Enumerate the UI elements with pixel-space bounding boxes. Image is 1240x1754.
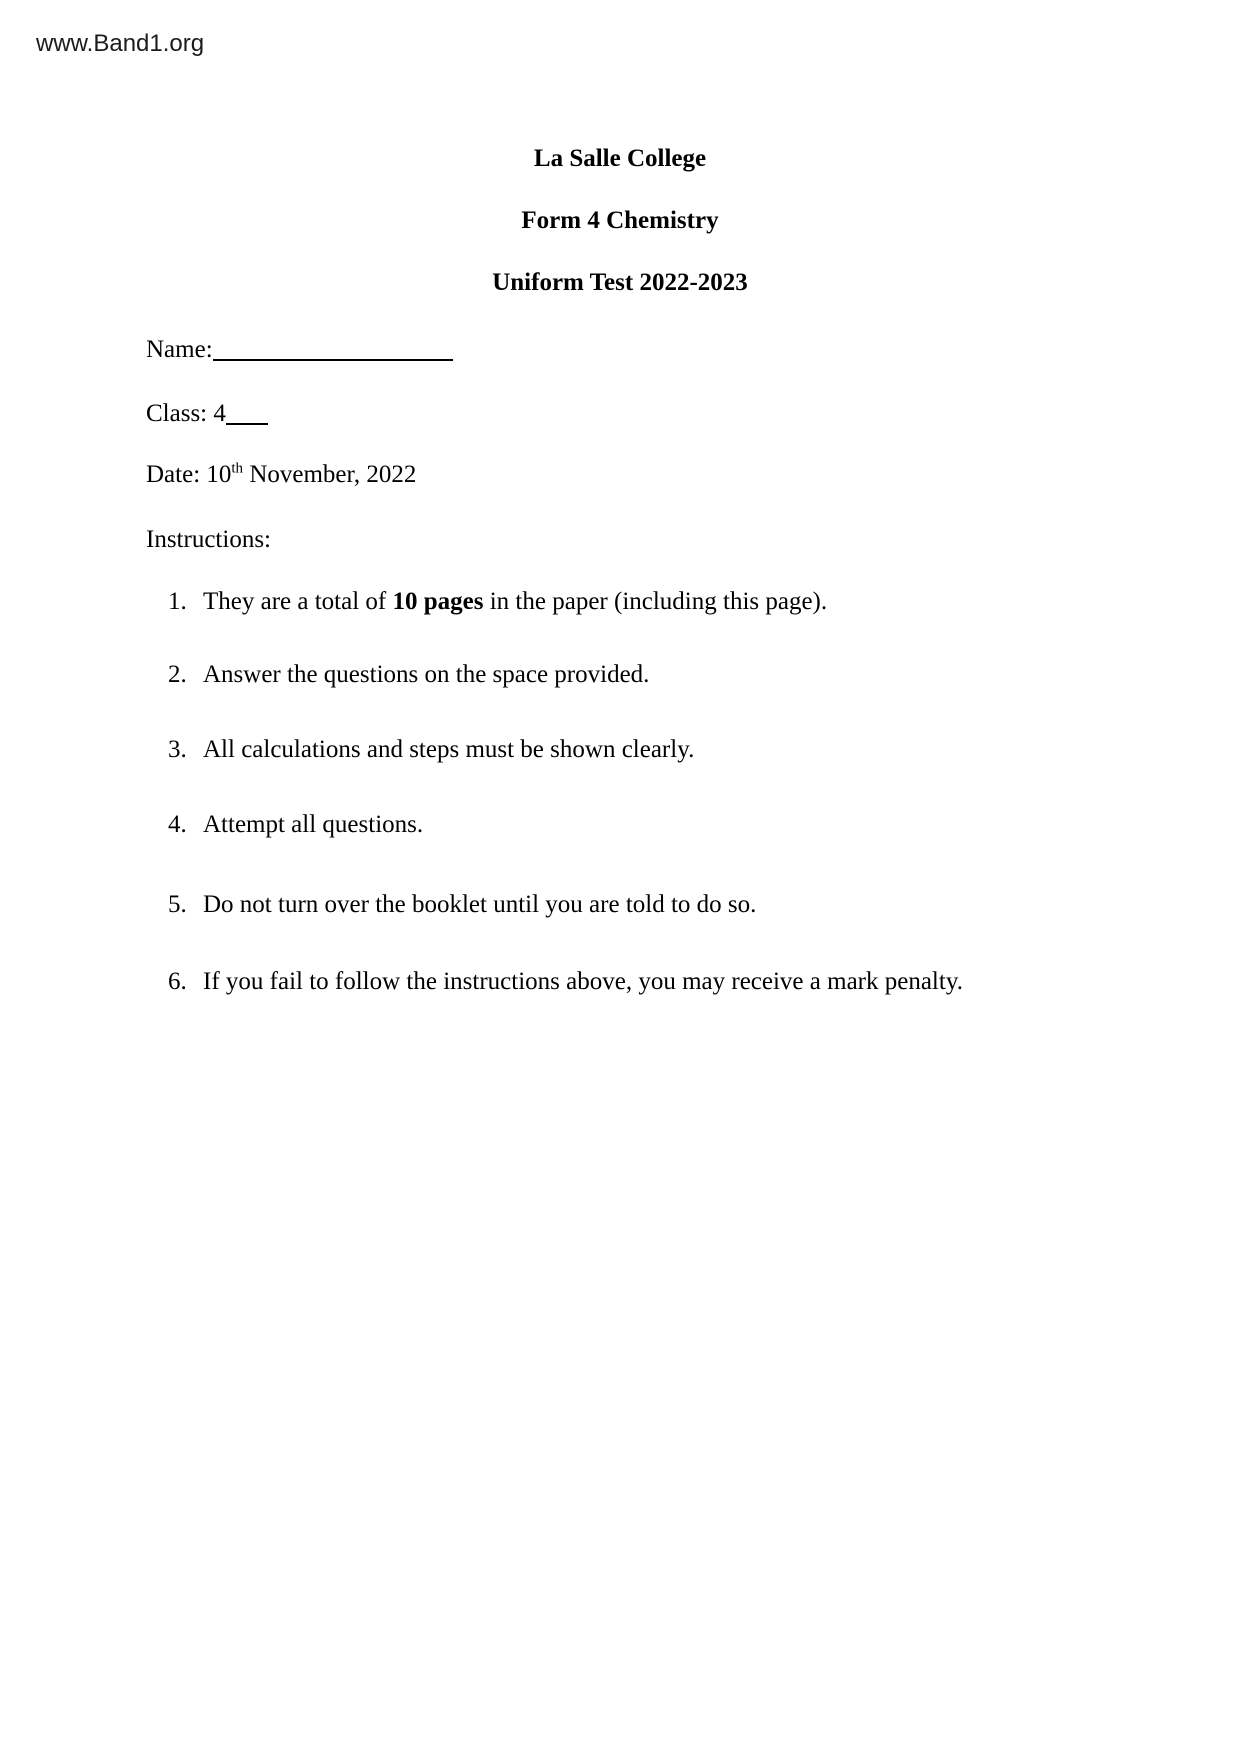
instruction-item-2 (168, 662, 649, 687)
class-line (146, 401, 268, 426)
item-number: 5. (168, 891, 187, 918)
item-number: 3. (168, 736, 187, 763)
item-number: 2. (168, 661, 187, 688)
name-blank (213, 359, 453, 361)
instruction-item-4 (168, 812, 423, 837)
date-ordinal: th (231, 460, 244, 477)
date-line (146, 462, 416, 487)
item-number: 1. (168, 588, 187, 615)
item-text: in the paper (including this page). (483, 588, 828, 615)
name-label: Name: (146, 336, 213, 363)
school-title: La Salle College (533, 145, 707, 172)
item-text: If you fail to follow the instructions above, you may receive a mark penalty. (203, 968, 963, 995)
item-number: 6. (168, 968, 187, 995)
class-label: Class: (146, 400, 214, 427)
class-blank (226, 423, 268, 425)
date-day: 10 (206, 461, 232, 488)
class-value: 4 (213, 400, 226, 427)
date-label: Date: (146, 461, 207, 488)
test-title: Uniform Test 2022-2023 (492, 269, 748, 296)
item-text: Attempt all questions. (203, 811, 424, 838)
watermark-url: www.Band1.org (36, 30, 205, 57)
instruction-item-6 (168, 969, 963, 994)
item-text: Answer the questions on the space provided. (203, 661, 650, 688)
instruction-item-3 (168, 737, 694, 762)
instructions-heading: Instructions: (146, 526, 271, 553)
name-line (146, 337, 453, 362)
item-text: All calculations and steps must be shown clearly. (203, 736, 695, 763)
date-rest: November, 2022 (243, 461, 417, 488)
instruction-item-5 (168, 892, 756, 917)
subject-title: Form 4 Chemistry (521, 207, 719, 234)
instruction-item-1 (168, 589, 827, 614)
item-number: 4. (168, 811, 187, 838)
item-text-bold: 10 pages (392, 588, 484, 615)
item-text: They are a total of (203, 588, 393, 615)
item-text: Do not turn over the booklet until you are told to do so. (203, 891, 757, 918)
